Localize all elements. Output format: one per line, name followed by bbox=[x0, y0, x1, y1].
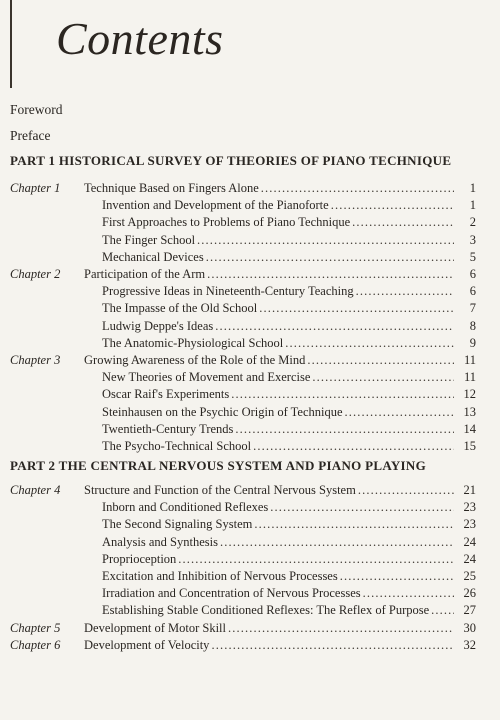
toc-row bbox=[0, 283, 500, 300]
entry-title: Growing Awareness of the Role of the Mind bbox=[84, 353, 306, 367]
entry-title: The Finger School bbox=[102, 232, 196, 247]
entry-title: Development of Motor Skill bbox=[84, 620, 226, 635]
section-entry[interactable] bbox=[102, 585, 476, 602]
page-number: 15 bbox=[463, 439, 476, 453]
dot-leader bbox=[358, 482, 454, 499]
dot-leader bbox=[231, 386, 454, 403]
page-number: 24 bbox=[463, 534, 476, 549]
toc-row bbox=[0, 438, 500, 455]
page-number: 32 bbox=[463, 637, 476, 652]
toc-row bbox=[0, 585, 500, 602]
toc-row bbox=[0, 568, 500, 585]
entry-title: The Anatomic-Physiological School bbox=[102, 335, 284, 350]
toc-row bbox=[0, 232, 500, 249]
page-number: 21 bbox=[463, 483, 476, 497]
front-matter-foreword[interactable]: Foreword bbox=[10, 102, 63, 117]
toc-row bbox=[0, 404, 500, 421]
dot-leader bbox=[352, 214, 454, 231]
chapter-entry[interactable] bbox=[84, 620, 476, 637]
dot-leader bbox=[197, 232, 454, 249]
chapter-entry[interactable] bbox=[84, 266, 476, 283]
section-entry[interactable] bbox=[102, 602, 476, 619]
section-entry[interactable] bbox=[102, 232, 476, 249]
entry-title: Participation of the Arm bbox=[84, 267, 206, 281]
page-number: 9 bbox=[469, 335, 476, 350]
chapter-label: Chapter 3 bbox=[10, 353, 61, 367]
entry-title: Inborn and Conditioned Reflexes bbox=[102, 500, 269, 515]
toc-row bbox=[0, 499, 500, 516]
section-entry[interactable] bbox=[102, 438, 476, 455]
chapter-label: Chapter 2 bbox=[10, 267, 61, 281]
section-entry[interactable] bbox=[102, 551, 476, 568]
page-number: 27 bbox=[463, 603, 476, 618]
entry-title: Invention and Development of the Pianoforte bbox=[102, 198, 329, 213]
page-number: 23 bbox=[463, 517, 476, 532]
page-number: 3 bbox=[469, 232, 476, 247]
chapter-label: Chapter 4 bbox=[10, 483, 61, 497]
page-number: 26 bbox=[463, 586, 476, 601]
dot-leader bbox=[312, 369, 454, 386]
page-number: 13 bbox=[463, 404, 476, 419]
chapter-entry[interactable] bbox=[84, 482, 476, 499]
dot-leader bbox=[220, 534, 454, 551]
page-number: 1 bbox=[469, 181, 476, 195]
dot-leader bbox=[259, 300, 454, 317]
toc-row bbox=[0, 318, 500, 335]
dot-leader bbox=[235, 421, 454, 438]
toc-row bbox=[0, 214, 500, 231]
entry-title: Mechanical Devices bbox=[102, 249, 204, 264]
dot-leader bbox=[285, 335, 454, 352]
dot-leader bbox=[331, 197, 454, 214]
section-entry[interactable] bbox=[102, 534, 476, 551]
section-entry[interactable] bbox=[102, 283, 476, 300]
page-number: 6 bbox=[469, 267, 476, 281]
dot-leader bbox=[253, 438, 454, 455]
toc-row bbox=[0, 352, 500, 369]
dot-leader bbox=[356, 283, 454, 300]
entry-title: Proprioception bbox=[102, 551, 177, 566]
page-number: 11 bbox=[463, 370, 476, 385]
dot-leader bbox=[307, 352, 454, 369]
front-matter-preface[interactable]: Preface bbox=[10, 128, 51, 143]
chapter-entry[interactable] bbox=[84, 352, 476, 369]
page-number: 11 bbox=[463, 353, 476, 367]
toc-row bbox=[0, 637, 500, 654]
section-entry[interactable] bbox=[102, 249, 476, 266]
entry-title: Analysis and Synthesis bbox=[102, 534, 218, 549]
toc-row bbox=[0, 551, 500, 568]
page-number: 24 bbox=[463, 551, 476, 566]
chapter-label: Chapter 5 bbox=[10, 620, 61, 635]
dot-leader bbox=[261, 180, 454, 197]
section-entry[interactable] bbox=[102, 516, 476, 533]
page-number: 1 bbox=[469, 198, 476, 213]
section-entry[interactable] bbox=[102, 499, 476, 516]
toc-row bbox=[0, 516, 500, 533]
entry-title: Development of Velocity bbox=[84, 637, 210, 652]
dot-leader bbox=[431, 602, 454, 619]
entry-title: Establishing Stable Conditioned Reflexes: The Reflex of Purpose bbox=[102, 603, 430, 618]
dot-leader bbox=[207, 266, 454, 283]
page-number: 2 bbox=[469, 215, 476, 230]
entry-title: Twentieth-Century Trends bbox=[102, 421, 234, 436]
dot-leader bbox=[270, 499, 454, 516]
dot-leader bbox=[340, 568, 454, 585]
entry-title: The Impasse of the Old School bbox=[102, 301, 258, 316]
section-entry[interactable] bbox=[102, 300, 476, 317]
chapter-entry[interactable] bbox=[84, 180, 476, 197]
entry-title: Oscar Raif's Experiments bbox=[102, 387, 230, 402]
page-number: 23 bbox=[463, 500, 476, 515]
page-number: 6 bbox=[469, 284, 476, 299]
toc-row bbox=[0, 300, 500, 317]
page-number: 12 bbox=[463, 387, 476, 402]
part-heading-1: PART 1 HISTORICAL SURVEY OF THEORIES OF PIANO TECHNIQUE bbox=[10, 153, 452, 168]
toc-row bbox=[0, 482, 500, 499]
section-entry[interactable] bbox=[102, 404, 476, 421]
page-number: 14 bbox=[463, 421, 476, 436]
section-entry[interactable] bbox=[102, 386, 476, 403]
entry-title: Ludwig Deppe's Ideas bbox=[102, 318, 214, 333]
section-entry[interactable] bbox=[102, 318, 476, 335]
section-entry[interactable] bbox=[102, 214, 476, 231]
margin-rule bbox=[10, 0, 12, 88]
dot-leader bbox=[228, 620, 454, 637]
chapter-label: Chapter 6 bbox=[10, 637, 61, 652]
entry-title: Excitation and Inhibition of Nervous Processes bbox=[102, 569, 338, 583]
entry-title: Steinhausen on the Psychic Origin of Technique bbox=[102, 404, 343, 419]
section-entry[interactable] bbox=[102, 568, 476, 585]
dot-leader bbox=[178, 551, 454, 568]
page-number: 7 bbox=[469, 301, 476, 316]
page-number: 5 bbox=[469, 249, 476, 264]
chapter-entry[interactable] bbox=[84, 637, 476, 654]
dot-leader bbox=[254, 516, 454, 533]
entry-title: The Second Signaling System bbox=[102, 517, 253, 532]
dot-leader bbox=[363, 585, 454, 602]
page-number: 25 bbox=[463, 569, 476, 583]
toc-row bbox=[0, 386, 500, 403]
dot-leader bbox=[215, 318, 454, 335]
section-entry[interactable] bbox=[102, 369, 476, 386]
toc-row bbox=[0, 180, 500, 197]
toc-row bbox=[0, 197, 500, 214]
entry-title: First Approaches to Problems of Piano Technique bbox=[102, 215, 351, 230]
toc-row bbox=[0, 335, 500, 352]
chapter-label: Chapter 1 bbox=[10, 181, 61, 195]
toc-row bbox=[0, 602, 500, 619]
entry-title: Irradiation and Concentration of Nervous Processes bbox=[102, 586, 361, 601]
toc-row bbox=[0, 369, 500, 386]
entry-title: Progressive Ideas in Nineteenth-Century Teaching bbox=[102, 284, 354, 299]
toc-row bbox=[0, 620, 500, 637]
entry-title: Structure and Function of the Central Nervous System bbox=[84, 483, 356, 497]
page-number: 30 bbox=[463, 620, 476, 635]
entry-title: Technique Based on Fingers Alone bbox=[84, 181, 259, 195]
toc-row bbox=[0, 421, 500, 438]
dot-leader bbox=[206, 249, 454, 266]
section-entry[interactable] bbox=[102, 421, 476, 438]
page-number: 8 bbox=[469, 318, 476, 333]
part-heading-2: PART 2 THE CENTRAL NERVOUS SYSTEM AND PIANO PLAYING bbox=[10, 458, 426, 473]
dot-leader bbox=[211, 637, 454, 654]
entry-title: The Psycho-Technical School bbox=[102, 439, 252, 453]
page-title: Contents bbox=[56, 13, 224, 64]
section-entry[interactable] bbox=[102, 197, 476, 214]
dot-leader bbox=[345, 404, 454, 421]
section-entry[interactable] bbox=[102, 335, 476, 352]
toc-row bbox=[0, 534, 500, 551]
toc-row bbox=[0, 266, 500, 283]
entry-title: New Theories of Movement and Exercise bbox=[102, 370, 311, 385]
toc-row bbox=[0, 249, 500, 266]
